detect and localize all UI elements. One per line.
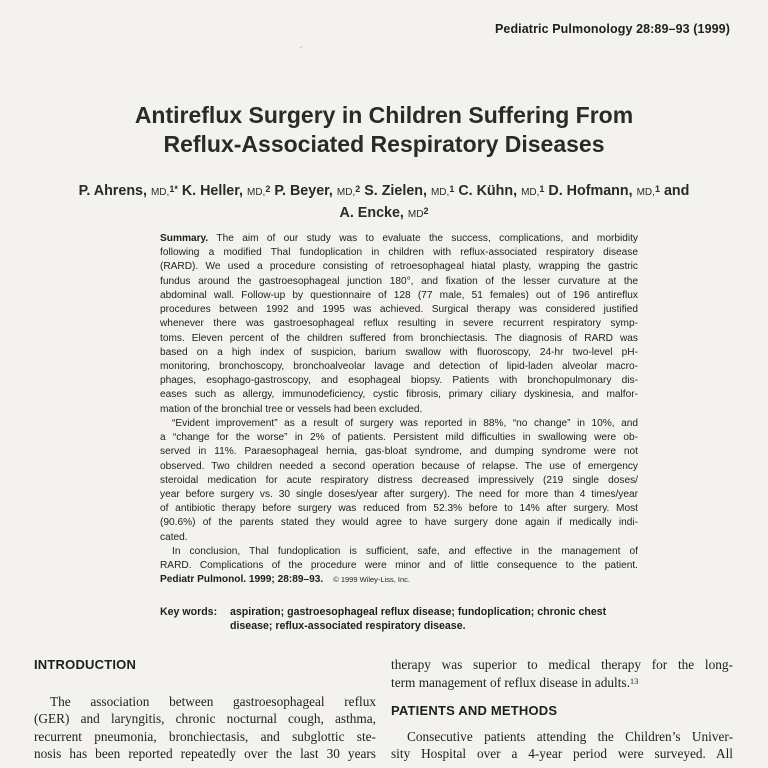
continued-paragraph: therapy was superior to medical therapy for the long- term management of reflux disease in adults.$^{13}$ <box>391 657 733 690</box>
section-heading-patients-methods: PATIENTS AND METHODS <box>391 703 558 718</box>
author: K. Heller, MD,$^2$ <box>181 183 271 199</box>
author-list <box>0 181 768 225</box>
author-line-2 <box>0 203 768 225</box>
abstract-paragraph-3: In conclusion, Thal fundoplication is sufficient, safe, and effective in the management of RARD. Complications of the procedure were minor and of little consequence to the patient. Pediatr Pulmonol. 1999; 28:89–93. © 1999 Wiley-Liss, Inc. <box>160 545 638 586</box>
title-line-2: Reflux-Associated Respiratory Diseases <box>163 131 605 157</box>
author: A. Encke, $MD^2$ <box>339 205 429 221</box>
citation: Pediatr Pulmonol. 1999; 28:89–93. <box>160 574 324 586</box>
introduction-paragraph: The association between gastroesophageal reflux (GER) and laryngitis, chronic nocturnal cough, asthma, recurrent pneumonia, bronchiectasis, and subglottic ste- nosis has been reported repeatedly over the last 30 years <box>34 693 376 761</box>
article-title <box>0 101 768 159</box>
author: D. Hofmann, MD,$^1$ <box>548 183 660 199</box>
author: C. Kühn, MD,$^1$ <box>458 183 545 199</box>
scan-speck: .· <box>300 44 304 50</box>
summary-label: Summary. <box>160 233 209 244</box>
section-heading-introduction: INTRODUCTION <box>34 657 137 672</box>
author: P. Ahrens, MD,$^{1*}$ <box>78 183 178 199</box>
author: S. Zielen, MD,$^1$ <box>364 183 455 199</box>
left-column <box>34 656 376 763</box>
author-line-1 <box>0 181 768 203</box>
copyright-notice: © 1999 Wiley-Liss, Inc. <box>333 575 411 585</box>
abstract <box>160 232 638 587</box>
reference-marker: 13 <box>629 675 639 686</box>
abstract-paragraph-2: “Evident improvement” as a result of surgery was reported in 88%, “no change” in 10%, and a “change for the worse” in 2% of patients. Persistent mild difficulties in swallowing were ob- served in 11%. Paraesophageal hernia, gas-bloat syndrome, and dumping syndrome were not observed. Two children needed a second operation because of relapse. The use of emergency steroidal medication for acute respiratory distress decreased impressively (219 single doses/ year before surgery vs. 30 single doses/year after surgery). The need for more than 4 times/year of antibiotic therapy before surgery was reduced from 52.3% before to 14% after surgery. Most (90.6%) of the parents stated they would agree to have surgery done again if medically indi- cated. <box>160 417 638 543</box>
author: P. Beyer, MD,$^2$ <box>274 183 361 199</box>
author-conjunction: and <box>663 183 690 199</box>
title-line-1: Antireflux Surgery in Children Suffering From <box>134 102 634 128</box>
right-column <box>391 656 733 763</box>
keywords-line-1: aspiration; gastroesophageal reflux disease; fundoplication; chronic chest <box>230 606 607 618</box>
keywords-line-2: disease; reflux-associated respiratory disease. <box>230 620 466 633</box>
keywords-label: Key words: <box>160 606 218 618</box>
methods-paragraph: Consecutive patients attending the Children’s Univer- sity Hospital over a 4-year period were surveyed. All <box>391 728 733 761</box>
journal-reference: Pediatric Pulmonology 28:89–93 (1999) <box>494 22 730 36</box>
abstract-paragraph-1: Summary. The aim of our study was to evaluate the success, complications, and morbidity following a modified Thal fundoplication in children with reflux-associated respiratory disease (RARD). We used a procedure consisting of retroesophageal hiatal plasty, wrapping the gastric fundus around the gastroesophageal junction 180°, and fixation of the lesser curvature at the abdominal wall. Follow-up by questionnaire of 128 (77 male, 51 females) out of 196 antireflux procedures between 1992 and 1995 was achieved. Surgical therapy was considered justified whenever there was gastroesophageal reflux resulting in severe recurrent respiratory symp- toms. Eleven percent of the children suffered from bronchiectasis. The diagnosis of RARD was based on a high index of suspicion, barium swallow with fluoroscopy, 24-hr two-level pH- monitoring, bronchoscopy, bronchoalveolar lavage and detection of lipid-laden alveolar macro- phages, esophago-gastroscopy, and esophageal biopsy. Patients with bronchopulmonary dis- eases such as allergy, immunodeficiency, cystic fibrosis, primary ciliary dyskinesia, and malfor- mation of the bronchial tree or vessels had been excluded. <box>160 233 638 415</box>
keywords <box>160 605 640 634</box>
